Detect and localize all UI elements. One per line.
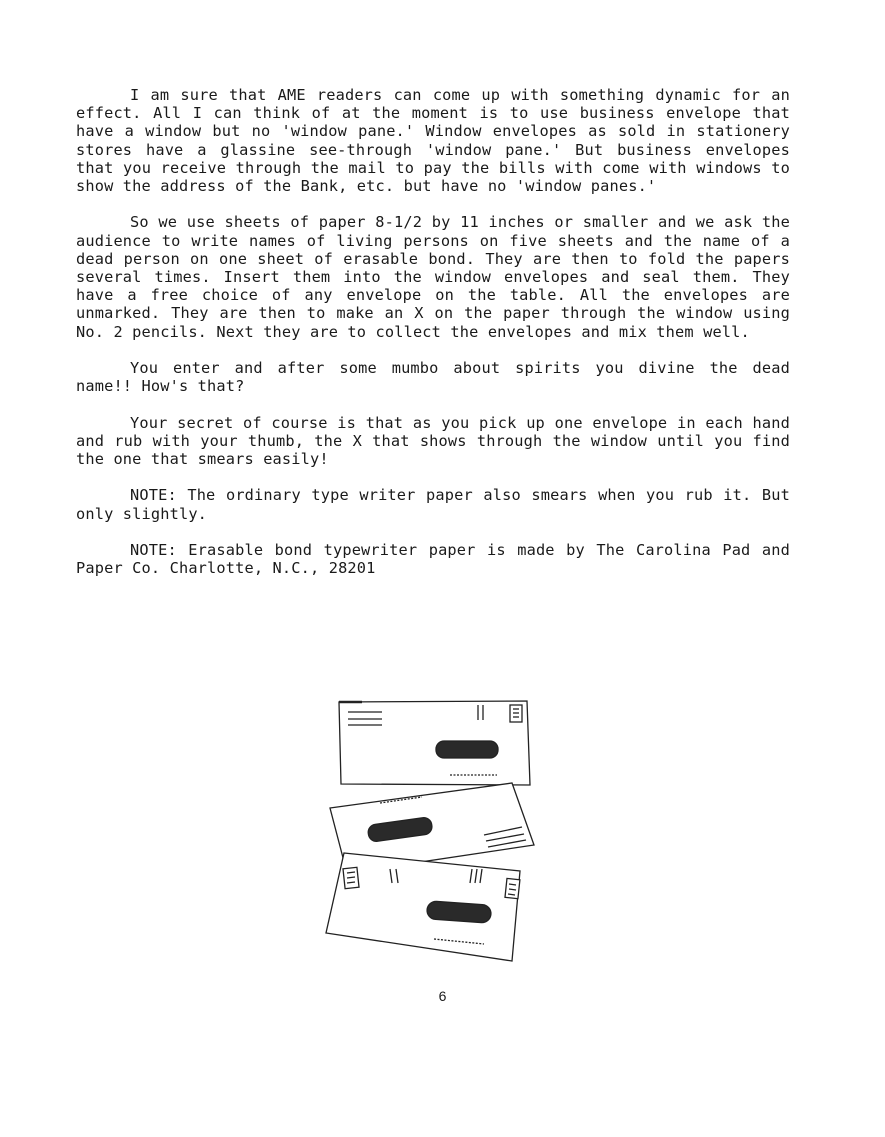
paragraph-method-text: So we use sheets of paper 8-1/2 by 11 inches or smaller and we ask the audience to write names of living persons on five sheets and the name of a dead person on one sheet of erasable bond. They are then to fold the papers several times. Insert them into the window envelopes and seal them. They have a free choice of any envelope on the table. All the envelopes are unmarked. They are then to make an X on the paper through the window using No. 2 pencils. Next they are to collect the envelopes and mix them well. <box>76 213 790 341</box>
paragraph-note-erasable <box>76 541 790 577</box>
paragraph-secret <box>76 414 790 469</box>
paragraph-reveal-text: You enter and after some mumbo about spirits you divine the dead name!! How's that? <box>76 359 790 396</box>
paragraph-reveal <box>76 359 790 395</box>
paragraph-method <box>76 213 790 340</box>
window-envelopes-icon <box>322 693 542 968</box>
envelope-bottom <box>326 853 520 961</box>
paragraph-intro-text: I am sure that AME readers can come up with something dynamic for an effect. All I can think of at the moment is to use business envelope that have a window but no 'window pane.' Window envelopes as sold in stationery stores have a glassine see-through 'window pane.' But business envelopes that you receive through the mail to pay the bills with come with windows to show the address of the Bank, etc. but have no 'window panes.' <box>76 86 790 196</box>
paragraph-note-ordinary-text: NOTE: The ordinary type writer paper also smears when you rub it. But only slightly. <box>76 486 790 523</box>
page-number: 6 <box>438 988 447 1004</box>
paragraph-note-erasable-text: NOTE: Erasable bond typewriter paper is made by The Carolina Pad and Paper Co. Charlotte, N.C., 28201 <box>76 541 790 578</box>
paragraph-note-ordinary <box>76 486 790 522</box>
paragraph-secret-text: Your secret of course is that as you pick up one envelope in each hand and rub with your thumb, the X that shows through the window until you find the one that smears easily! <box>76 413 790 469</box>
body-text <box>76 86 790 596</box>
paragraph-intro <box>76 86 790 195</box>
envelope-top <box>339 701 530 785</box>
